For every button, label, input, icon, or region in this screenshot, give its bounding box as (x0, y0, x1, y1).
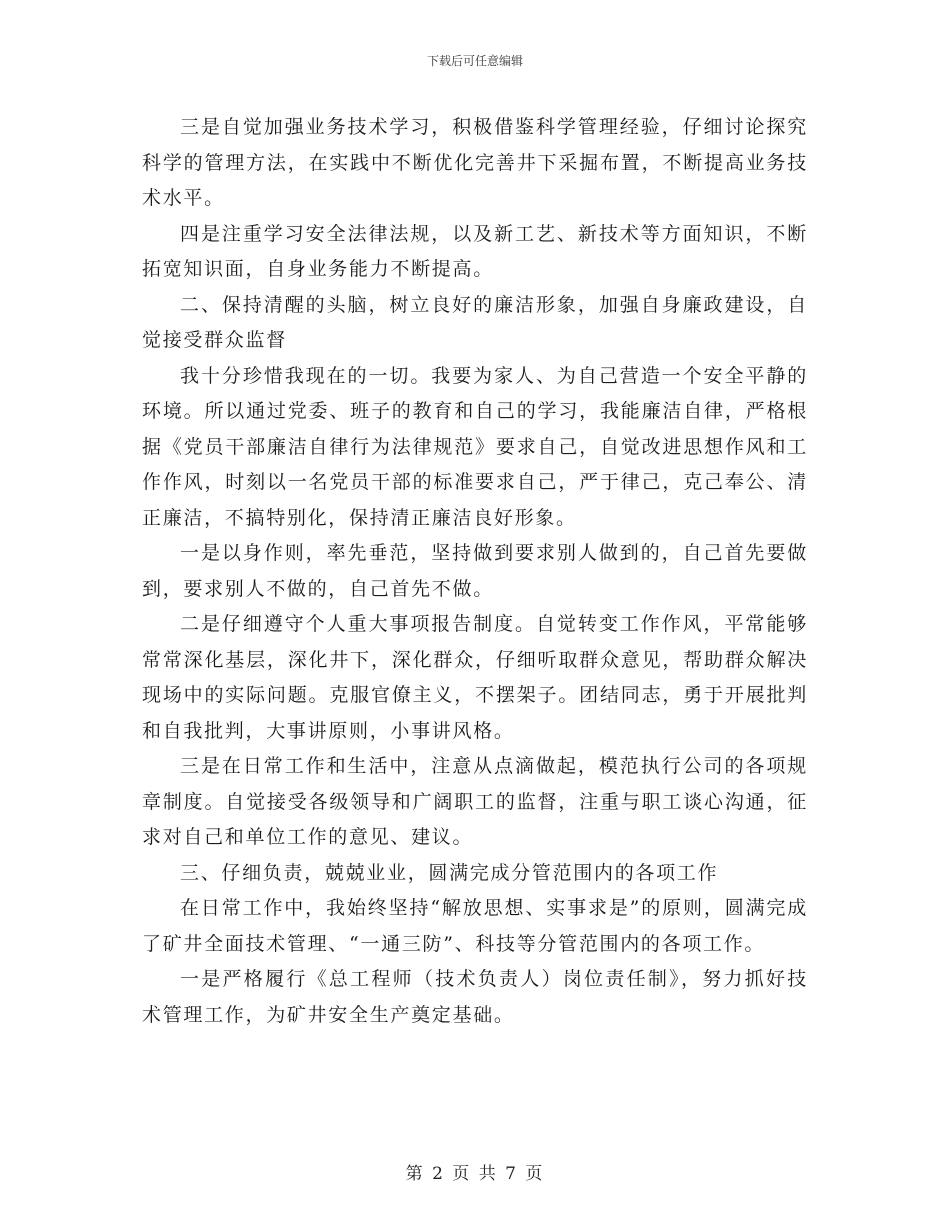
paragraph: 二是仔细遵守个人重大事项报告制度。自觉转变工作作风，平常能够常常深化基层，深化井下，深化群众，仔细听取群众意见，帮助群众解决现场中的实际问题。克服官僚主义，不摆架子。团结同志，勇于开展批判和自我批判，大事讲原则，小事讲风格。 (142, 613, 808, 742)
paragraph: 三是自觉加强业务技术学习，积极借鉴科学管理经验，仔细讨论探究科学的管理方法，在实践中不断优化完善井下采掘布置，不断提高业务技术水平。 (142, 116, 808, 209)
paragraph: 一是严格履行《总工程师（技术负责人）岗位责任制》，努力抓好技术管理工作，为矿井安全生产奠定基础。 (142, 968, 808, 1026)
paragraph: 三是在日常工作和生活中，注意从点滴做起，模范执行公司的各项规章制度。自觉接受各级领导和广阔职工的监督，注重与职工谈心沟通，征求对自己和单位工作的意见、建议。 (142, 755, 808, 848)
section-heading: 二、保持清醒的头脑，树立良好的廉洁形象，加强自身廉政建设，自觉接受群众监督 (142, 293, 808, 351)
paragraph: 我十分珍惜我现在的一切。我要为家人、为自己营造一个安全平静的环境。所以通过党委、班子的教育和自己的学习，我能廉洁自律，严格根据《党员干部廉洁自律行为法律规范》要求自己，自觉改进思想作风和工作作风，时刻以一名党员干部的标准要求自己，严于律己，克己奉公、清正廉洁，不搞特别化，保持清正廉洁良好形象。 (142, 364, 808, 529)
paragraph: 一是以身作则，率先垂范，坚持做到要求别人做到的，自己首先要做到，要求别人不做的，自己首先不做。 (142, 542, 808, 600)
document-body (142, 110, 808, 1033)
page-number: 第 2 页 共 7 页 (405, 1164, 545, 1184)
section-heading: 三、仔细负责，兢兢业业，圆满完成分管范围内的各项工作 (180, 861, 719, 884)
paragraph: 在日常工作中，我始终坚持“解放思想、实事求是”的原则，圆满完成了矿井全面技术管理、“一通三防”、科技等分管范围内的各项工作。 (142, 897, 808, 955)
paragraph: 四是注重学习安全法律法规，以及新工艺、新技术等方面知识，不断拓宽知识面，自身业务能力不断提高。 (142, 222, 808, 280)
page-header: 下载后可任意编辑 (426, 54, 523, 68)
